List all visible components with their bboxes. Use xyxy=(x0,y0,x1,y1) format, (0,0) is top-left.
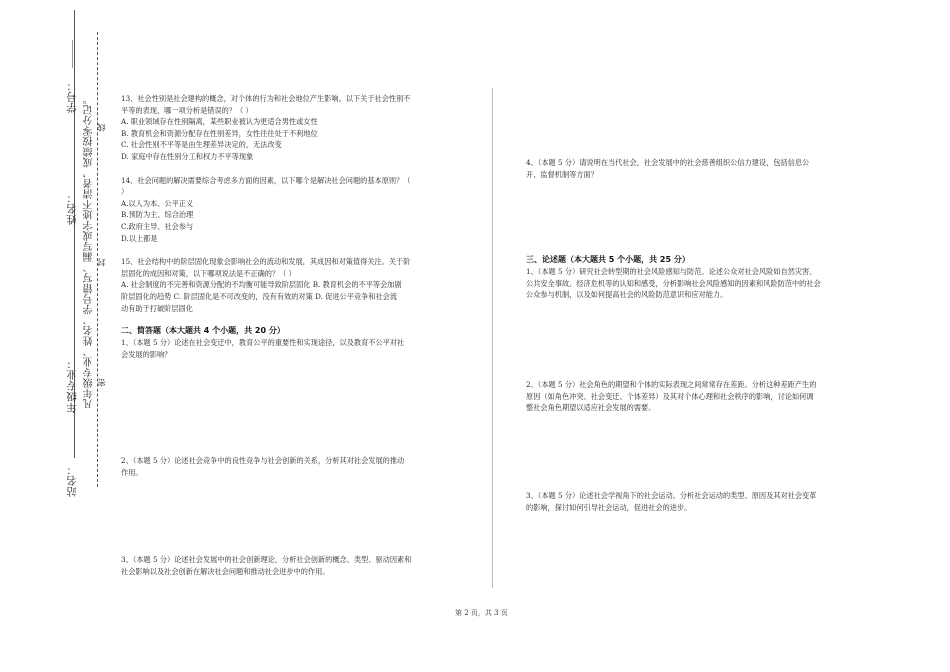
s3q3-line2: 的影响，探讨如何引导社会运动，促进社会的进步。 xyxy=(526,502,692,512)
left-column xyxy=(121,93,471,360)
margin-warning-text: 凡年级专业、姓名、学号错写、漏写或字迹不清者，成绩按零分记。 xyxy=(84,94,95,409)
q13-option-a: A. 职业领域存在性别隔离，某些职业被认为更适合男性或女性 xyxy=(121,117,318,127)
s2q1-line1: 1、（本题 5 分）论述在社会变迁中，教育公平的重要性和实现途径，以及教育不公平对社 xyxy=(121,338,405,348)
q15-line1: 15、社会结构中的阶层固化现象会影响社会的流动和发展，其成因和对策值得关注。关于阶 xyxy=(121,257,411,267)
student-id-blank xyxy=(72,40,73,68)
section-3-title: 三、论述题（本大题共 5 个小题，共 25 分） xyxy=(526,255,690,264)
q13-option-d: D. 家庭中存在性别分工和权力不平等现象 xyxy=(121,151,254,161)
s2q2-line2: 作用。 xyxy=(121,467,143,477)
s2q4-line1: 4、（本题 5 分）请说明在当代社会，社会发展中的社会慈善组织公信力建设，包括信息公 xyxy=(526,158,810,167)
q14-stem-line1: 14、社会问题的解决需要综合考虑多方面的因素，以下哪个是解决社会问题的基本原则？（ xyxy=(121,175,411,185)
seal-xian: 线 xyxy=(97,123,106,132)
student-id-label: 学号： xyxy=(66,80,78,113)
s2q2-line1: 2、（本题 5 分）论述社会竞争中的良性竞争与社会创新的关系，分析其对社会发展的推动 xyxy=(121,456,405,465)
q14-option-a: A.以人为本、公平正义 xyxy=(121,198,194,208)
seal-mi: 密 xyxy=(97,378,106,387)
s3q2-line1: 2、（本题 5 分）社会角色的期望和个体的实际表现之间常常存在差距。分析这种差距产生的 xyxy=(526,380,817,389)
s3q3-line1: 3、（本题 5 分）论述社会学视角下的社会运动。分析社会运动的类型、原因及其对社会变革 xyxy=(526,491,817,500)
essay-1 xyxy=(526,266,876,301)
short-answer-2 xyxy=(121,455,471,478)
short-answer-4 xyxy=(526,157,876,180)
section-3 xyxy=(526,254,876,301)
q14-option-d: D.以上都是 xyxy=(121,233,158,243)
q15-line4: 阶层固化的趋势 C. 阶层固化是不可改变的，没有有效的对策 D. 促进公平竞争和社会流 xyxy=(121,291,398,301)
q14-option-b: B.预防为主、综合治理 xyxy=(121,210,194,220)
s3q2-line3: 整社会角色期望以适应社会发展的需要。 xyxy=(526,403,656,413)
s3q2-line2: 原因（如角色冲突、社会变迁、个体差异）及其对个体心理和社会秩序的影响，讨论如何调 xyxy=(526,391,814,401)
section-2-title: 二、简答题（本大题共 4 个小题，共 20 分） xyxy=(121,326,285,336)
question-14 xyxy=(121,175,471,245)
s3q1-line3: 公众参与机制，以及如何提高社会的风险防范意识和应对能力。 xyxy=(526,290,728,300)
seal-feng: 封 xyxy=(97,258,106,267)
essay-3 xyxy=(526,490,876,513)
name-label: 姓名： xyxy=(66,192,78,225)
page-number: 第 2 页，共 3 页 xyxy=(455,609,508,617)
essay-2 xyxy=(526,379,876,414)
column-divider xyxy=(492,88,493,588)
s2q4-line2: 开、监督机制等方面？ xyxy=(526,169,598,179)
s2q1-line2: 会发展的影响？ xyxy=(121,349,172,359)
question-15 xyxy=(121,256,471,314)
s2q3-line2: 社会影响以及社会创新在解决社会问题和推动社会进步中的作用。 xyxy=(121,566,330,576)
q15-line3: A. 社会制度的不完善和资源分配的不均衡可能导致阶层固化 B. 教育机会的不平等会加剧 xyxy=(121,280,402,290)
short-answer-3 xyxy=(121,554,471,577)
q14-option-c: C.政府主导、社会参与 xyxy=(121,221,194,231)
q14-stem-line2: ） xyxy=(121,187,129,197)
s3q1-line1: 1、（本题 5 分）研究社会转型期的社会风险感知与防范。论述公众对社会风险如自然灾害、 xyxy=(526,267,817,276)
short-answer-1 xyxy=(121,337,471,360)
grade-major-label: 年级专业： xyxy=(66,358,78,413)
question-13 xyxy=(121,93,471,163)
q13-stem-line1: 13、社会性别是社会建构的概念，对个体的行为和社会地位产生影响。以下关于社会性别不 xyxy=(121,94,411,103)
s3q1-line2: 公共安全事故、经济危机等的认知和感受，分析影响社会风险感知的因素和风险防范中的社会 xyxy=(526,278,821,288)
s2q3-line1: 3、（本题 5 分）论述社会发展中的社会创新理论，分析社会创新的概念、类型、驱动因素和 xyxy=(121,555,412,564)
q13-option-b: B. 教育机会和资源分配存在性别差异，女性往往处于不利地位 xyxy=(121,128,318,138)
q15-line2: 层固化的成因和对策，以下哪项说法是不正确的？（ ） xyxy=(121,268,296,278)
q13-stem-line2: 平等的表现，哪一项分析是错误的？（ ） xyxy=(121,105,253,115)
exam-site-label: 站名： xyxy=(66,464,78,497)
q13-option-c: C. 社会性别不平等是由生理差异决定的，无法改变 xyxy=(121,140,282,150)
q15-line5: 动有助于打破阶层固化 xyxy=(121,303,193,313)
